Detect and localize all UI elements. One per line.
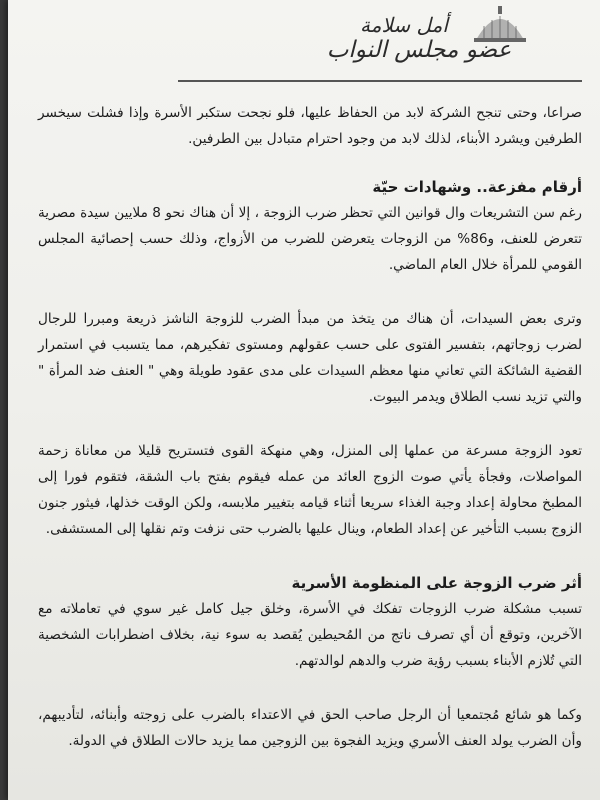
testimony-paragraph: تعود الزوجة مسرعة من عملها إلى المنزل، وهي منهكة القوى فتستريح قليلا من معاناة زحمة المواصلات، وفجأة يأتي صوت الزوج العائد من عمله فيقوم بفتح باب الشقة، فتقوم فورا إلى المطبخ محاولة إعداد وجبة الغذاء سريعا أثناء قيامه بتغيير ملابسه، ولكن الوقت خذلها، فيثور جنون الزوج بسبب التأخير عن إعداد الطعام، وينال عليها بالضرب حتى نزفت وتم نقلها إلى المستشفى. xyxy=(38,443,582,537)
header-divider xyxy=(178,80,582,82)
letterhead-text xyxy=(264,14,584,63)
section-heading-family-impact: أثر ضرب الزوجة على المنظومة الأسرية xyxy=(291,574,582,592)
letterhead xyxy=(8,0,600,90)
women-opinion-paragraph: وترى بعض السيدات، أن هناك من يتخذ من مبدأ الضرب للزوجة الناشز ذريعة ومبررا للرجال لضرب زوجاتهم، بتفسير الفتوى على حسب عقولهم ومستوى تفكيرهم، مما يتسبب في استمرار القضية الشائكة التي تعاني منها معظم السيدات على مدى عقود طويلة وهي " العنف ضد المرأة " والتي تزيد نسب الطلاق ويدمر البيوت. xyxy=(38,311,582,405)
author-position: عضو مجلس النواب xyxy=(326,37,512,63)
section-heading-statistics: أرقام مفزعة.. وشهادات حيّة xyxy=(372,178,582,196)
article-body xyxy=(38,100,582,754)
author-name: أمل سلامة xyxy=(360,13,448,37)
document-page xyxy=(8,0,600,800)
statistics-paragraph: رغم سن التشريعات وال قوانين التي تحظر ضرب الزوجة ، إلا أن هناك نحو 8 ملايين سيدة مصرية تتعرض للعنف، و86% من الزوجات يتعرضن للضرب من الأزواج، وذلك حسب إحصائية المجلس القومي للمرأة خلال العام الماضي. xyxy=(38,205,582,273)
intro-paragraph: صراعا، وحتى تنجح الشركة لابد من الحفاظ عليها، فلو نجحت ستكبر الأسرة وإذا فشلت سيخسر الطرفين ويشرد الأبناء، لذلك لابد من وجود احترام متبادل بين الطرفين. xyxy=(38,105,582,147)
family-impact-paragraph: تسبب مشكلة ضرب الزوجات تفكك في الأسرة، وخلق جيل كامل غير سوي في تعاملاته مع الآخرين، وتوقع أن أي تصرف ناتج من المُحيطين يُقصد به سوء نية، بخلاف اضطرابات الشخصية التي تُلازم الأبناء بسبب رؤية ضرب والدهم لوالدتهم. xyxy=(38,601,582,669)
closing-paragraph: وكما هو شائع مُجتمعيا أن الرجل صاحب الحق في الاعتداء بالضرب على زوجته وأبنائه، لتأديبهم، وأن الضرب يولد العنف الأسري ويزيد الفجوة بين الزوجين مما يزيد حالات الطلاق في الدولة. xyxy=(38,707,582,749)
